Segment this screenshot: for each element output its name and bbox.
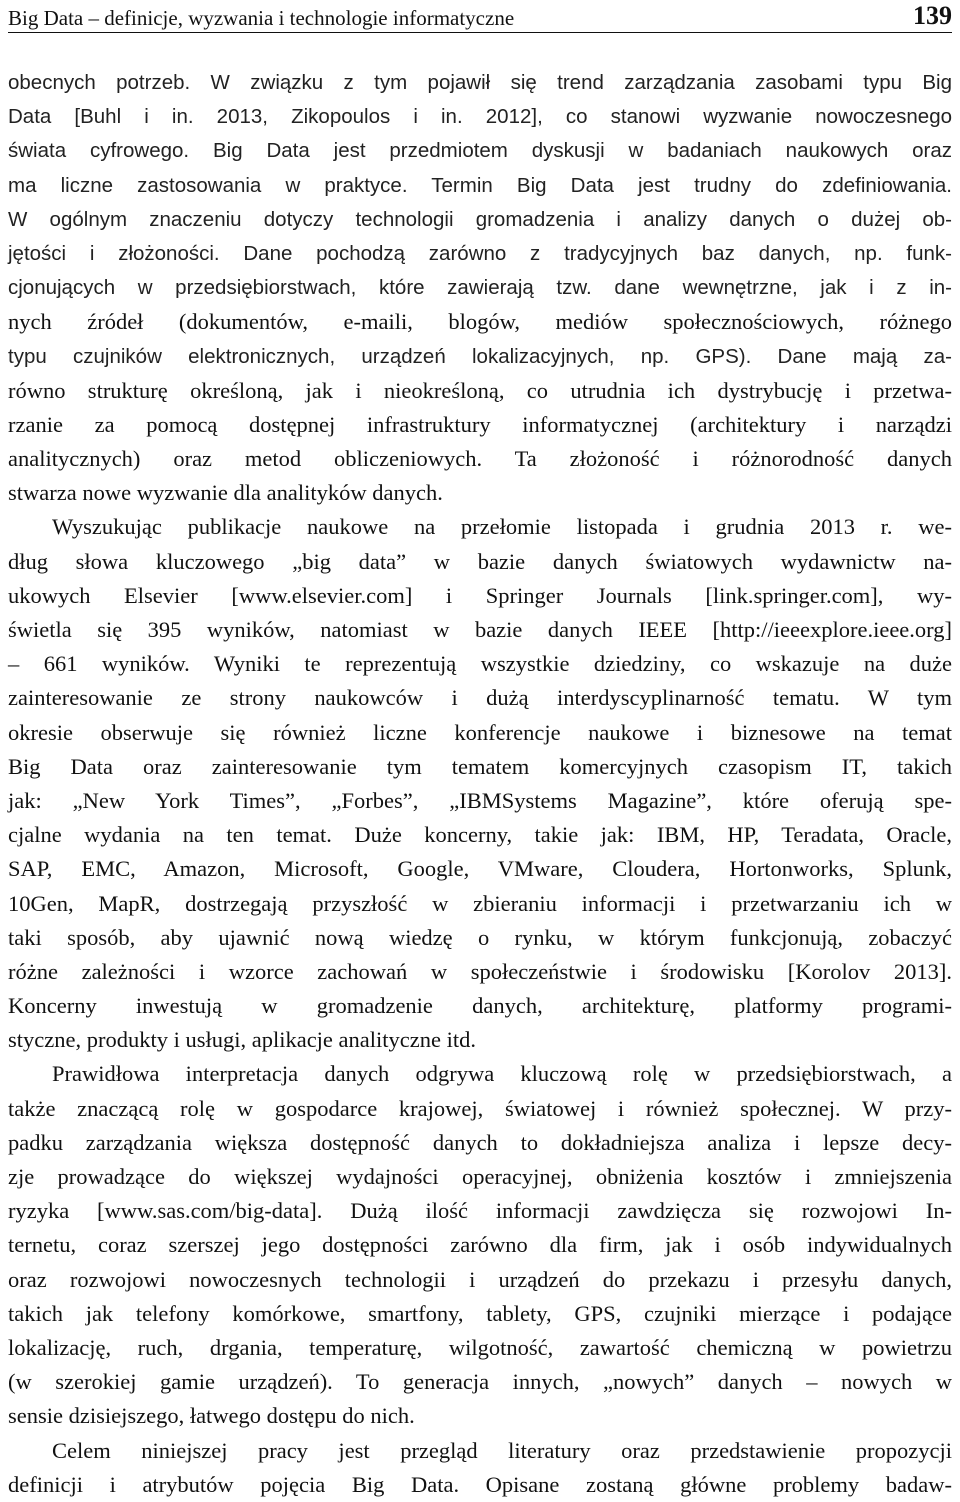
- text-line: typu czujników elektronicznych, urządzeń lokalizacyjnych, np. GPS). Dane mają za-: [8, 344, 952, 368]
- text-line: (w szerokiej gamie urządzeń). To generacja innych, „nowych” danych – nowych w: [8, 1369, 952, 1395]
- text-line: Big Data oraz zainteresowanie tym tematem komercyjnych czasopism IT, takich: [8, 753, 952, 779]
- text-line: jętości i złożoności. Dane pochodzą zarówno z tradycyjnych baz danych, np. funk-: [8, 241, 952, 265]
- text-line: oraz rozwojowi nowoczesnych technologii i urządzeń do przekazu i przesyłu danych,: [8, 1266, 952, 1292]
- text-line: padku zarządzania większa dostępność danych to dokładniejsza analiza i lepsze decy-: [8, 1129, 952, 1155]
- text-line: Koncerny inwestują w gromadzenie danych, architekturę, platformy programi-: [8, 993, 952, 1019]
- running-header: [8, 2, 952, 33]
- text-line: ma liczne zastosowania w praktyce. Termin Big Data jest trudny do zdefiniowania.: [8, 173, 952, 197]
- text-line: lokalizację, ruch, drgania, temperaturę, wilgotność, zawartość chemiczną w powietrzu: [8, 1334, 952, 1360]
- text-line: nych źródeł (dokumentów, e-maili, blogów, mediów społecznościowych, różnego: [8, 309, 952, 335]
- text-line: sensie dzisiejszego, łatwego dostępu do nich.: [8, 1403, 415, 1429]
- text-line: ukowych Elsevier [www.elsevier.com] i Springer Journals [link.springer.com], wy-: [8, 582, 952, 608]
- text-line: obecnych potrzeb. W związku z tym pojawił się trend zarządzania zasobami typu Big: [8, 71, 952, 94]
- text-line: Prawidłowa interpretacja danych odgrywa kluczową rolę w przedsiębiorstwach, a: [52, 1061, 952, 1087]
- text-line: równo strukturę określoną, jak i nieokreśloną, co utrudnia ich dystrybucję i przetwa-: [8, 377, 952, 403]
- page-number: 139: [913, 1, 952, 30]
- text-line: definicji i atrybutów pojęcia Big Data. Opisane zostaną główne problemy badaw-: [8, 1471, 952, 1497]
- text-line: dług słowa kluczowego „big data” w bazie danych światowych wydawnictw na-: [8, 548, 952, 574]
- text-line: Wyszukując publikacje naukowe na przełomie listopada i grudnia 2013 r. we-: [52, 514, 952, 540]
- text-line: okresie obserwuje się również liczne konferencje naukowe i biznesowe na temat: [8, 719, 952, 745]
- text-line: – 661 wyników. Wyniki te reprezentują wszystkie dziedziny, co wskazuje na duże: [8, 651, 952, 677]
- text-line: takich jak telefony komórkowe, smartfony, tablety, GPS, czujniki mierzące i podające: [8, 1300, 952, 1326]
- text-line: Celem niniejszej pracy jest przegląd literatury oraz przedstawienie propozycji: [52, 1437, 952, 1463]
- text-line: Data [Buhl i in. 2013, Zikopoulos i in. 2012], co stanowi wyzwanie nowoczesnego: [8, 105, 952, 129]
- text-line: zainteresowanie ze strony naukowców i dużą interdyscyplinarność tematu. W tym: [8, 685, 952, 711]
- text-line: także znaczącą rolę w gospodarce krajowej, światowej i również społecznej. W przy-: [8, 1095, 952, 1121]
- text-line: stwarza nowe wyzwanie dla analityków danych.: [8, 480, 443, 506]
- text-line: cjonujących w przedsiębiorstwach, które zawierają tzw. dane wewnętrzne, jak i z in-: [8, 276, 952, 300]
- text-line: cjalne wydania na ten temat. Duże koncerny, takie jak: IBM, HP, Teradata, Oracle,: [8, 822, 952, 848]
- text-line: zje prowadzące do większej wydajności operacyjnej, obniżenia kosztów i zmniejszenia: [8, 1164, 952, 1189]
- running-header-title: Big Data – definicje, wyzwania i technologie informatyczne: [8, 6, 515, 30]
- text-line: taki sposób, aby ujawnić nową wiedzę o rynku, w którym funkcjonują, zobaczyć: [8, 924, 952, 950]
- text-line: jak: „New York Times”, „Forbes”, „IBMSystems Magazine”, które oferują spe-: [8, 787, 952, 813]
- text-line: styczne, produkty i usługi, aplikacje analityczne itd.: [8, 1027, 476, 1053]
- text-line: ryzyka [www.sas.com/big-data]. Dużą ilość informacji zawdzięcza się rozwojowi In-: [8, 1198, 952, 1224]
- text-line: SAP, EMC, Amazon, Microsoft, Google, VMware, Cloudera, Hortonworks, Splunk,: [8, 856, 952, 882]
- body-text: [8, 66, 952, 1502]
- text-line: świata cyfrowego. Big Data jest przedmiotem dyskusji w badaniach naukowych oraz: [8, 139, 952, 163]
- text-line: świetla się 395 wyników, natomiast w bazie danych IEEE [http://ieeexplore.ieee.org]: [8, 617, 952, 642]
- text-line: ternetu, coraz szerszej jego dostępności zarówno dla firm, jak i osób indywidualnych: [8, 1232, 952, 1258]
- text-line: W ogólnym znaczeniu dotyczy technologii gromadzenia i analizy danych o dużej ob-: [8, 207, 952, 231]
- text-line: rzanie za pomocą dostępnej infrastruktury informatycznej (architektury i narządzi: [8, 411, 952, 437]
- text-line: analitycznych) oraz metod obliczeniowych. Ta złożoność i różnorodność danych: [8, 446, 952, 472]
- text-line: 10Gen, MapR, dostrzegają przyszłość w zbieraniu informacji i przetwarzaniu ich w: [8, 890, 952, 916]
- text-line: różne zależności i wzorce zachowań w społeczeństwie i środowisku [Korolov 2013].: [8, 958, 952, 984]
